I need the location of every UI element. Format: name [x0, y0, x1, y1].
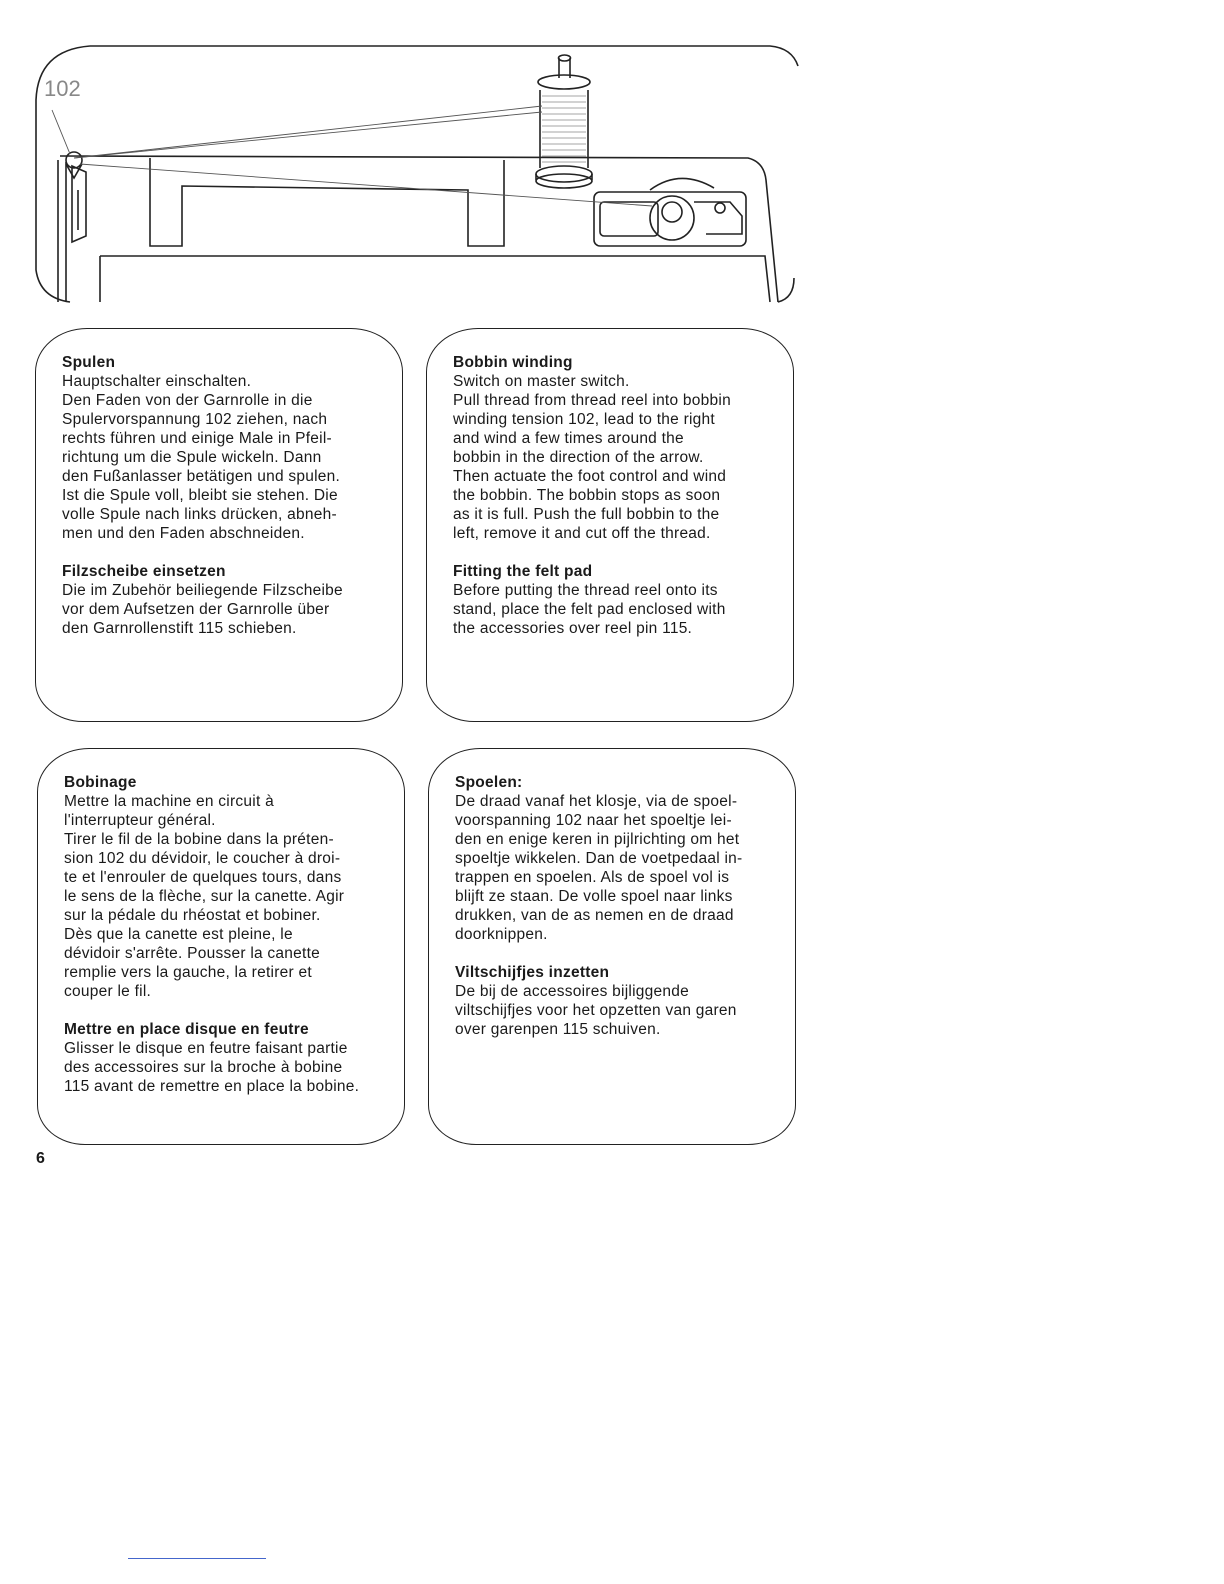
section-body-en: Switch on master switch. Pull thread from thread reel into bobbin winding tension 102, lead to the right and wind a few times around the bobbin in the direction of the arrow. Then actuate the foot control and wind the bobbin. The bobbin stops as soon as it is full. Push the full bobbin to the left, remove it and cut off the thread.	[453, 373, 731, 542]
subsection-body-fr: Glisser le disque en feutre faisant partie des accessoires sur la broche à bobine 115 avant de remettre en place la bobine.	[64, 1040, 360, 1095]
english-section	[426, 328, 794, 722]
french-section	[37, 748, 405, 1145]
subsection-title-fr: Mettre en place disque en feutre	[64, 1021, 309, 1038]
page-number: 6	[36, 1150, 45, 1167]
section-title-de: Spulen	[62, 354, 116, 371]
footer-rule	[128, 1558, 266, 1559]
subsection-body-en: Before putting the thread reel onto its stand, place the felt pad enclosed with the accessories over reel pin 115.	[453, 582, 726, 637]
subsection-title-nl: Viltschijfjes inzetten	[455, 964, 610, 981]
section-body-fr: Mettre la machine en circuit à l'interrupteur général. Tirer le fil de la bobine dans la préten- sion 102 du dévidoir, le coucher à droi- te et l'enrouler de quelques tours, dans le sens de la flèche, sur la canette. Agir sur la pédale du rhéostat et bobiner. Dès que la canette est pleine, le dévidoir s'arrête. Pousser la canette remplie vers la gauche, la retirer et couper le fil.	[64, 793, 345, 1000]
bobbin-winder-illustration	[30, 40, 800, 308]
subsection-body-de: Die im Zubehör beiliegende Filzscheibe vor dem Aufsetzen der Garnrolle über den Garnrollenstift 115 schieben.	[62, 582, 343, 637]
section-title-nl: Spoelen:	[455, 774, 523, 791]
german-section	[35, 328, 403, 722]
section-title-en: Bobbin winding	[453, 354, 573, 371]
dutch-section	[428, 748, 796, 1145]
tension-label: 102	[44, 76, 81, 101]
section-body-de: Hauptschalter einschalten. Den Faden von der Garnrolle in die Spulervorspannung 102 ziehen, nach rechts führen und einige Male in Pfeil- richtung um die Spule wickeln. Dann den Fußanlasser betätigen und spulen. Ist die Spule voll, bleibt sie stehen. Die volle Spule nach links drücken, abneh- men und den Faden abschneiden.	[62, 373, 341, 542]
subsection-title-en: Fitting the felt pad	[453, 563, 593, 580]
subsection-title-de: Filzscheibe einsetzen	[62, 563, 226, 580]
section-title-fr: Bobinage	[64, 774, 137, 791]
section-body-nl: De draad vanaf het klosje, via de spoel- voorspanning 102 naar het spoeltje lei- den en enige keren in pijlrichting om het spoeltje wikkelen. Dan de voetpedaal in- trappen en spoelen. Als de spoel vol is blijft ze staan. De volle spoel naar links drukken, van de as nemen en de draad doorknippen.	[455, 793, 743, 943]
subsection-body-nl: De bij de accessoires bijliggende viltschijfjes voor het opzetten van garen over garenpen 115 schuiven.	[455, 983, 737, 1038]
